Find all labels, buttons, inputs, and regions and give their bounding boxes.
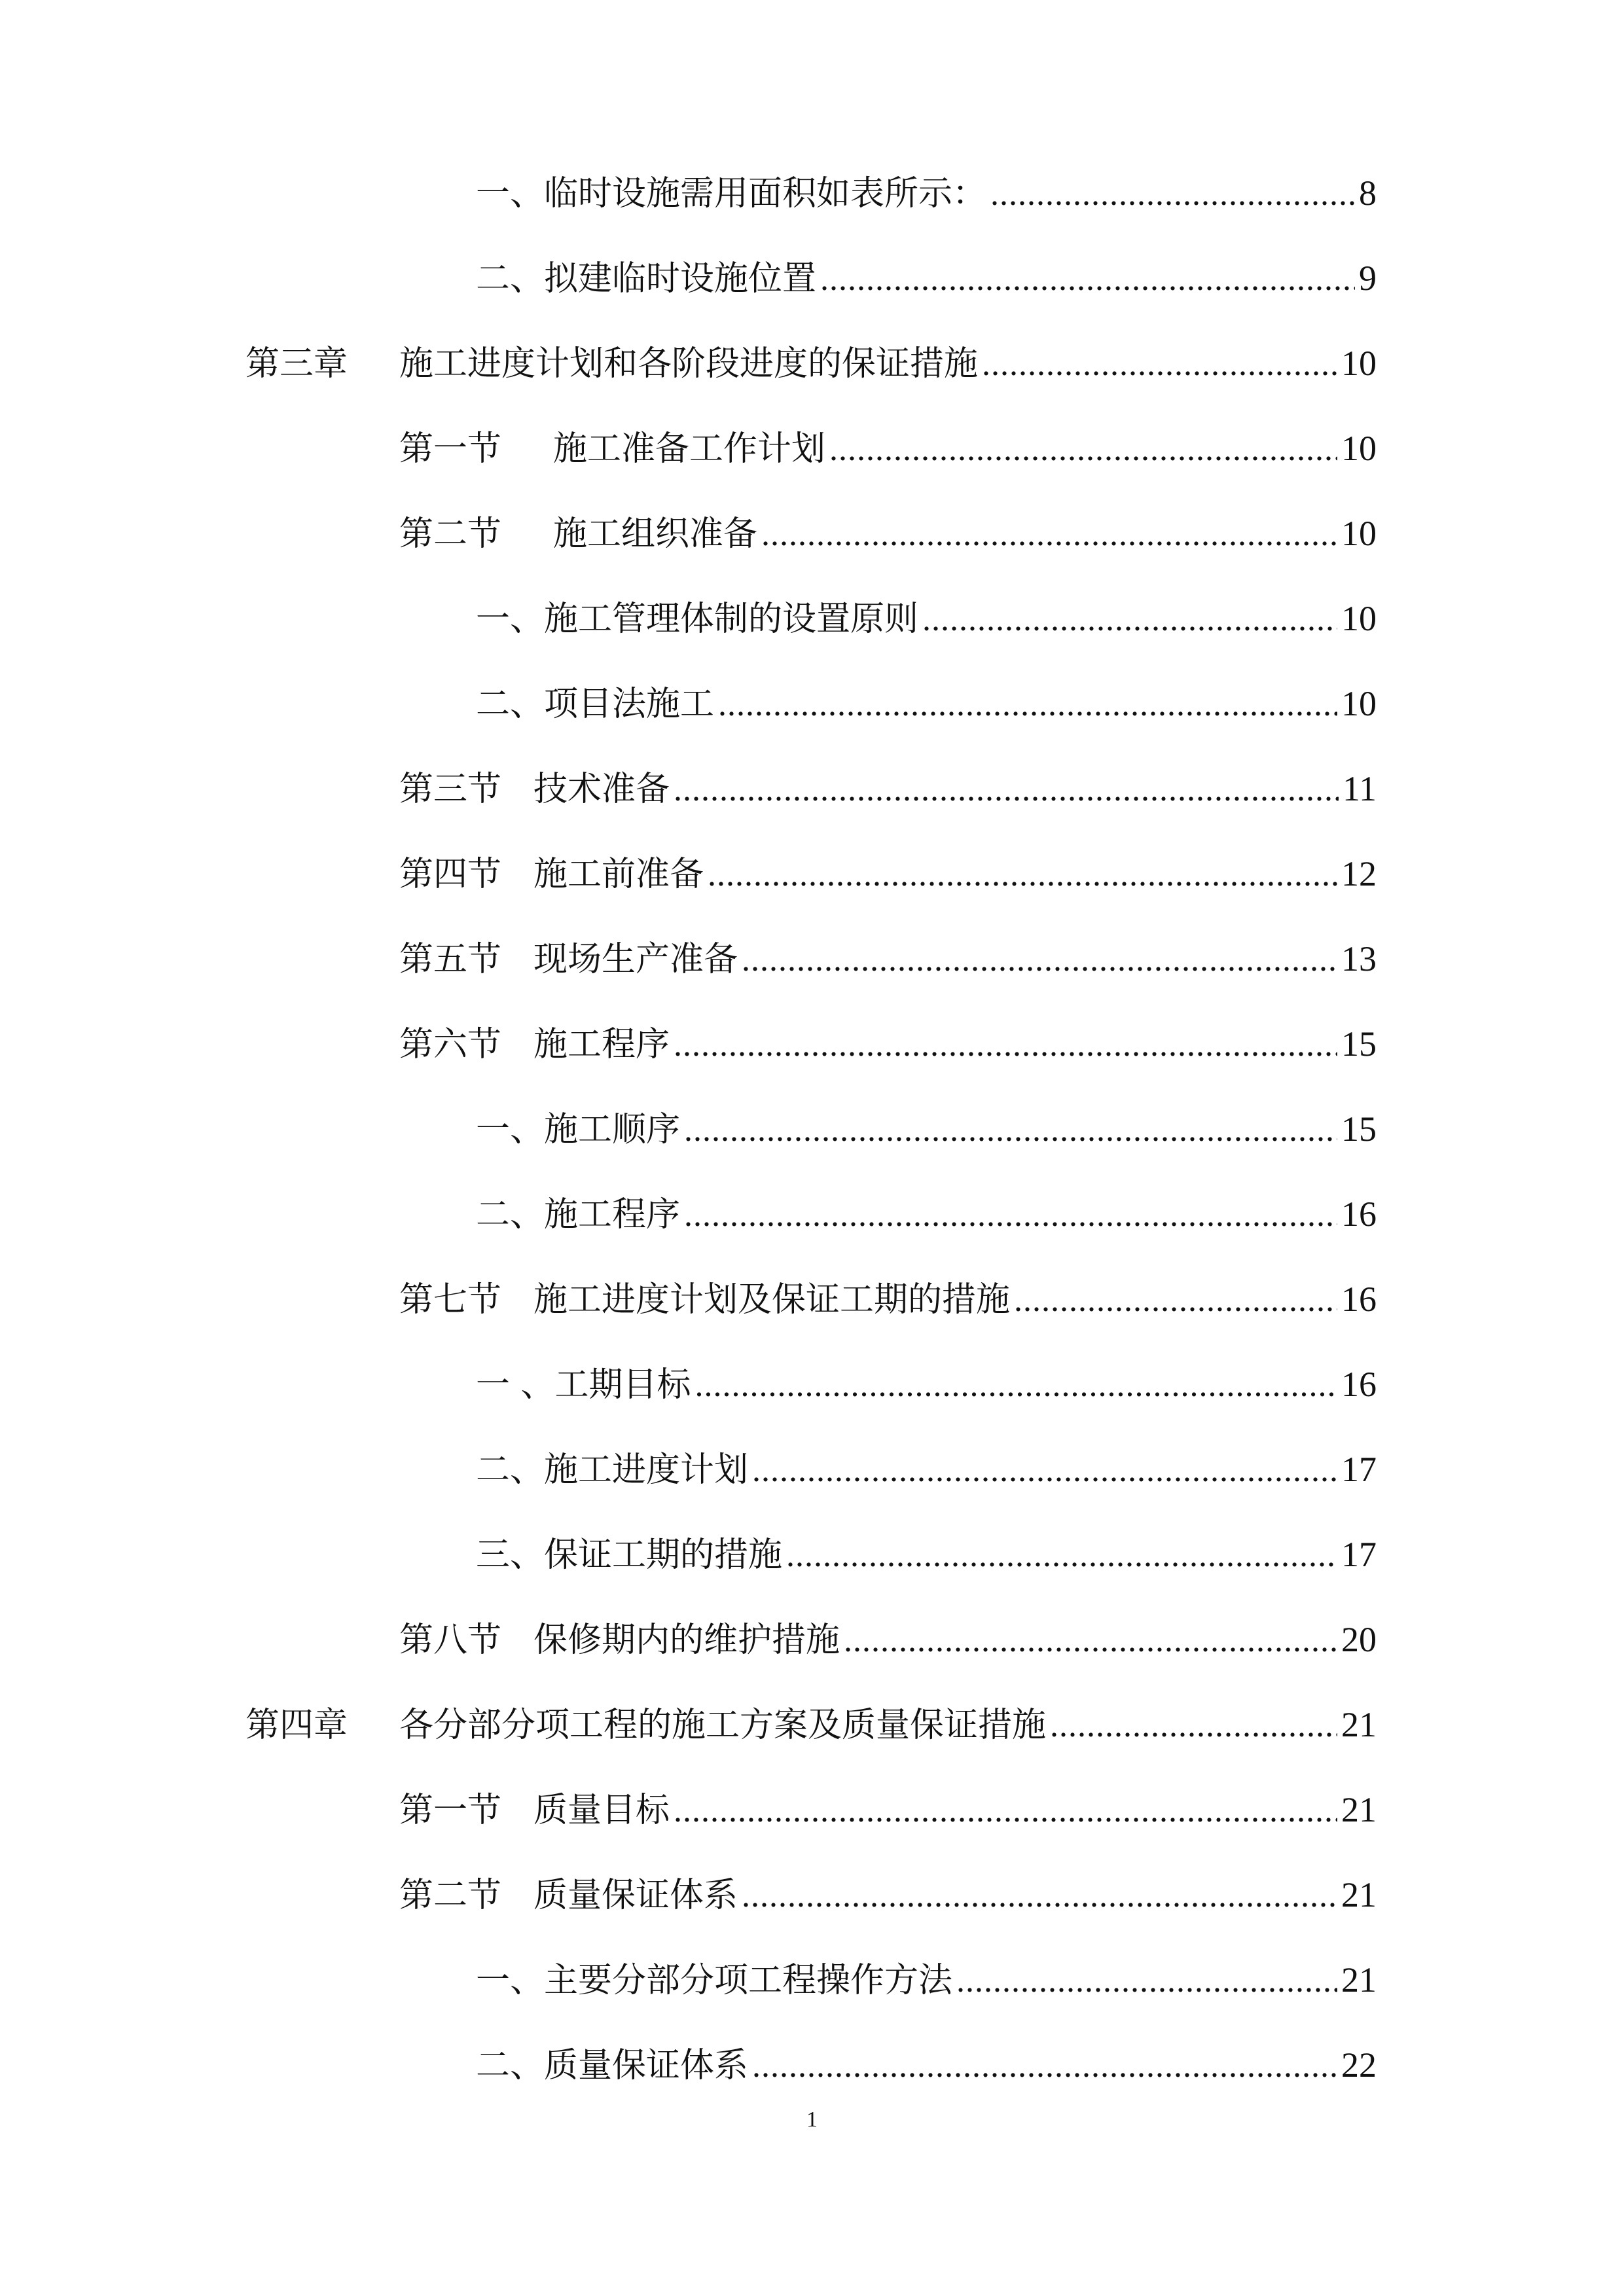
toc-entry-number: 一、	[476, 600, 545, 639]
toc-entry-title: 质量目标	[533, 1791, 670, 1830]
toc-entry[interactable]	[476, 1191, 1377, 1237]
toc-entry-label	[476, 1958, 952, 2003]
toc-dot-leader	[684, 1193, 1337, 1238]
toc-entry-number: 第四节	[399, 855, 502, 894]
toc-dot-leader	[956, 1958, 1337, 2004]
toc-entry-number: 第八节	[399, 1621, 502, 1660]
toc-entry-title: 主要分部分项工程操作方法	[544, 1961, 953, 2000]
toc-entry-page: 21	[1341, 1960, 1377, 2000]
toc-entry[interactable]	[399, 1021, 1377, 1067]
toc-dot-leader	[1050, 1703, 1337, 1749]
toc-entry-label	[476, 1192, 680, 1238]
toc-dot-leader	[990, 171, 1355, 217]
toc-entry[interactable]	[476, 596, 1377, 641]
toc-entry-number: 三、	[476, 1535, 545, 1575]
toc-entry-number: 第三章	[245, 344, 348, 384]
toc-dot-leader	[695, 1363, 1337, 1408]
toc-entry-page: 13	[1341, 939, 1377, 978]
toc-entry-page: 16	[1341, 1280, 1377, 1319]
toc-dot-leader	[718, 682, 1337, 728]
toc-entry-title: 质量保证体系	[533, 1876, 738, 1915]
toc-entry-number: 二、	[476, 685, 545, 724]
toc-dot-leader	[922, 597, 1337, 643]
toc-entry[interactable]	[476, 170, 1377, 216]
toc-entry-label	[476, 1532, 782, 1578]
toc-entry-label	[399, 1022, 670, 1067]
toc-entry-title: 项目法施工	[544, 685, 715, 724]
toc-entry-title: 施工管理体制的设置原则	[544, 600, 919, 639]
toc-entry-page: 10	[1341, 599, 1377, 638]
toc-entry-title: 拟建临时设施位置	[544, 259, 817, 298]
toc-entry-label	[476, 2043, 748, 2089]
toc-entry[interactable]	[399, 936, 1377, 982]
toc-dot-leader	[761, 512, 1337, 558]
toc-dot-leader	[674, 1788, 1337, 1834]
toc-entry[interactable]	[399, 511, 1377, 556]
toc-entry-label	[399, 1787, 670, 1833]
toc-dot-leader	[674, 1022, 1337, 1068]
toc-entry[interactable]	[476, 1446, 1377, 1492]
toc-entry-page: 9	[1359, 259, 1377, 298]
toc-entry-number: 第一节	[399, 429, 502, 469]
toc-entry-page: 21	[1341, 1790, 1377, 1829]
toc-entry-title: 临时设施需用面积如表所示：	[544, 174, 987, 213]
toc-entry-title: 工期目标	[554, 1365, 691, 1405]
toc-entry-page: 11	[1343, 769, 1377, 808]
toc-entry-label	[245, 1702, 1046, 1748]
toc-entry-page: 8	[1359, 173, 1377, 213]
toc-entry-number: 二、	[476, 259, 545, 298]
toc-entry-title: 保证工期的措施	[544, 1535, 783, 1575]
toc-entry[interactable]	[476, 1106, 1377, 1152]
toc-entry-label	[399, 766, 670, 812]
toc-entry-label	[476, 171, 986, 217]
toc-entry-title: 施工程序	[544, 1195, 681, 1234]
toc-entry-number: 第一节	[399, 1791, 502, 1830]
toc-entry-number: 二、	[476, 2046, 545, 2085]
toc-entry-label	[476, 681, 714, 727]
toc-entry-page: 20	[1341, 1620, 1377, 1659]
toc-entry-label	[399, 937, 738, 982]
toc-entry-label	[399, 1277, 1010, 1323]
toc-entry[interactable]	[245, 340, 1377, 386]
toc-entry-page: 10	[1341, 684, 1377, 723]
toc-entry-title: 质量保证体系	[544, 2046, 749, 2085]
toc-entry-label	[399, 852, 704, 897]
toc-dot-leader	[752, 2043, 1337, 2089]
toc-entry-title: 施工前准备	[533, 855, 704, 894]
toc-entry-title: 技术准备	[533, 770, 670, 809]
toc-dot-leader	[752, 1448, 1337, 1494]
toc-entry-number: 第三节	[399, 770, 502, 809]
toc-entry-page: 15	[1341, 1109, 1377, 1149]
toc-dot-leader	[820, 257, 1355, 302]
toc-entry-label	[476, 596, 918, 642]
toc-dot-leader	[742, 937, 1337, 983]
toc-dot-leader	[1014, 1278, 1337, 1323]
toc-entry-label	[399, 511, 757, 557]
toc-entry-page: 16	[1341, 1365, 1377, 1404]
toc-entry-label	[476, 256, 816, 302]
toc-entry[interactable]	[399, 1276, 1377, 1322]
toc-entry-title: 保修期内的维护措施	[533, 1621, 840, 1660]
toc-entry-page: 22	[1341, 2045, 1377, 2085]
toc-entry-title: 施工程序	[533, 1025, 670, 1064]
toc-dot-leader	[684, 1107, 1337, 1153]
page-number: 1	[806, 2108, 818, 2132]
toc-entry-title: 各分部分项工程的施工方案及质量保证措施	[399, 1706, 1047, 1745]
toc-entry-page: 21	[1341, 1705, 1377, 1744]
toc-entry-title: 施工进度计划	[544, 1450, 749, 1490]
toc-entry-page: 15	[1341, 1024, 1377, 1064]
toc-entry[interactable]	[399, 851, 1377, 897]
toc-entry-title: 施工进度计划及保证工期的措施	[533, 1280, 1011, 1319]
toc-entry-page: 17	[1341, 1450, 1377, 1489]
toc-entry-label	[476, 1107, 680, 1153]
toc-entry-number: 第五节	[399, 940, 502, 979]
toc-entry-page: 10	[1341, 344, 1377, 383]
toc-entry[interactable]	[476, 255, 1377, 301]
toc-entry-number: 第二节	[399, 514, 502, 554]
toc-entry-label	[245, 341, 978, 387]
toc-entry-number: 二、	[476, 1450, 545, 1490]
toc-entry-page: 10	[1341, 429, 1377, 468]
toc-entry-number: 第二节	[399, 1876, 502, 1915]
toc-entry-page: 16	[1341, 1194, 1377, 1234]
toc-entry-title: 施工进度计划和各阶段进度的保证措施	[399, 344, 979, 384]
toc-dot-leader	[674, 767, 1339, 813]
toc-entry-title: 现场生产准备	[533, 940, 738, 979]
toc-entry[interactable]	[476, 681, 1377, 726]
toc-dot-leader	[708, 852, 1337, 898]
toc-entry[interactable]	[399, 1872, 1377, 1918]
toc-entry[interactable]	[245, 1702, 1377, 1748]
toc-entry-label	[476, 1447, 748, 1493]
toc-entry-page: 12	[1341, 854, 1377, 893]
toc-entry-number: 一、	[476, 1110, 545, 1149]
toc-entry-number: 第六节	[399, 1025, 502, 1064]
toc-entry-page: 21	[1341, 1875, 1377, 1914]
toc-entry[interactable]	[399, 1617, 1377, 1662]
toc-entry-page: 10	[1341, 514, 1377, 553]
toc-entry[interactable]	[476, 1957, 1377, 2003]
toc-entry-title: 施工准备工作计划	[553, 429, 826, 469]
toc-entry-number: 一 、	[476, 1365, 555, 1405]
toc-entry[interactable]	[476, 1361, 1377, 1407]
toc-entry-page: 17	[1341, 1535, 1377, 1574]
toc-entry-number: 一、	[476, 174, 545, 213]
toc-entry-number: 二、	[476, 1195, 545, 1234]
toc-entry-title: 施工组织准备	[553, 514, 758, 554]
toc-dot-leader	[786, 1533, 1337, 1579]
toc-entry[interactable]	[476, 1532, 1377, 1577]
toc-dot-leader	[829, 427, 1337, 473]
toc-dot-leader	[742, 1873, 1337, 1919]
toc-entry-label	[399, 1617, 840, 1663]
toc-entry-title: 施工顺序	[544, 1110, 681, 1149]
toc-entry[interactable]	[399, 1787, 1377, 1833]
toc-entry-number: 第四章	[245, 1706, 348, 1745]
toc-entry-label	[476, 1362, 691, 1408]
toc-entry[interactable]	[476, 2042, 1377, 2088]
toc-entry-label	[399, 426, 825, 472]
toc-entry-number: 一、	[476, 1961, 545, 2000]
toc-dot-leader	[844, 1618, 1337, 1664]
toc-entry-label	[399, 1873, 738, 1918]
toc-entry-number: 第七节	[399, 1280, 502, 1319]
toc-entry[interactable]	[399, 425, 1377, 471]
toc-dot-leader	[982, 342, 1337, 387]
toc-entry[interactable]	[399, 766, 1377, 812]
